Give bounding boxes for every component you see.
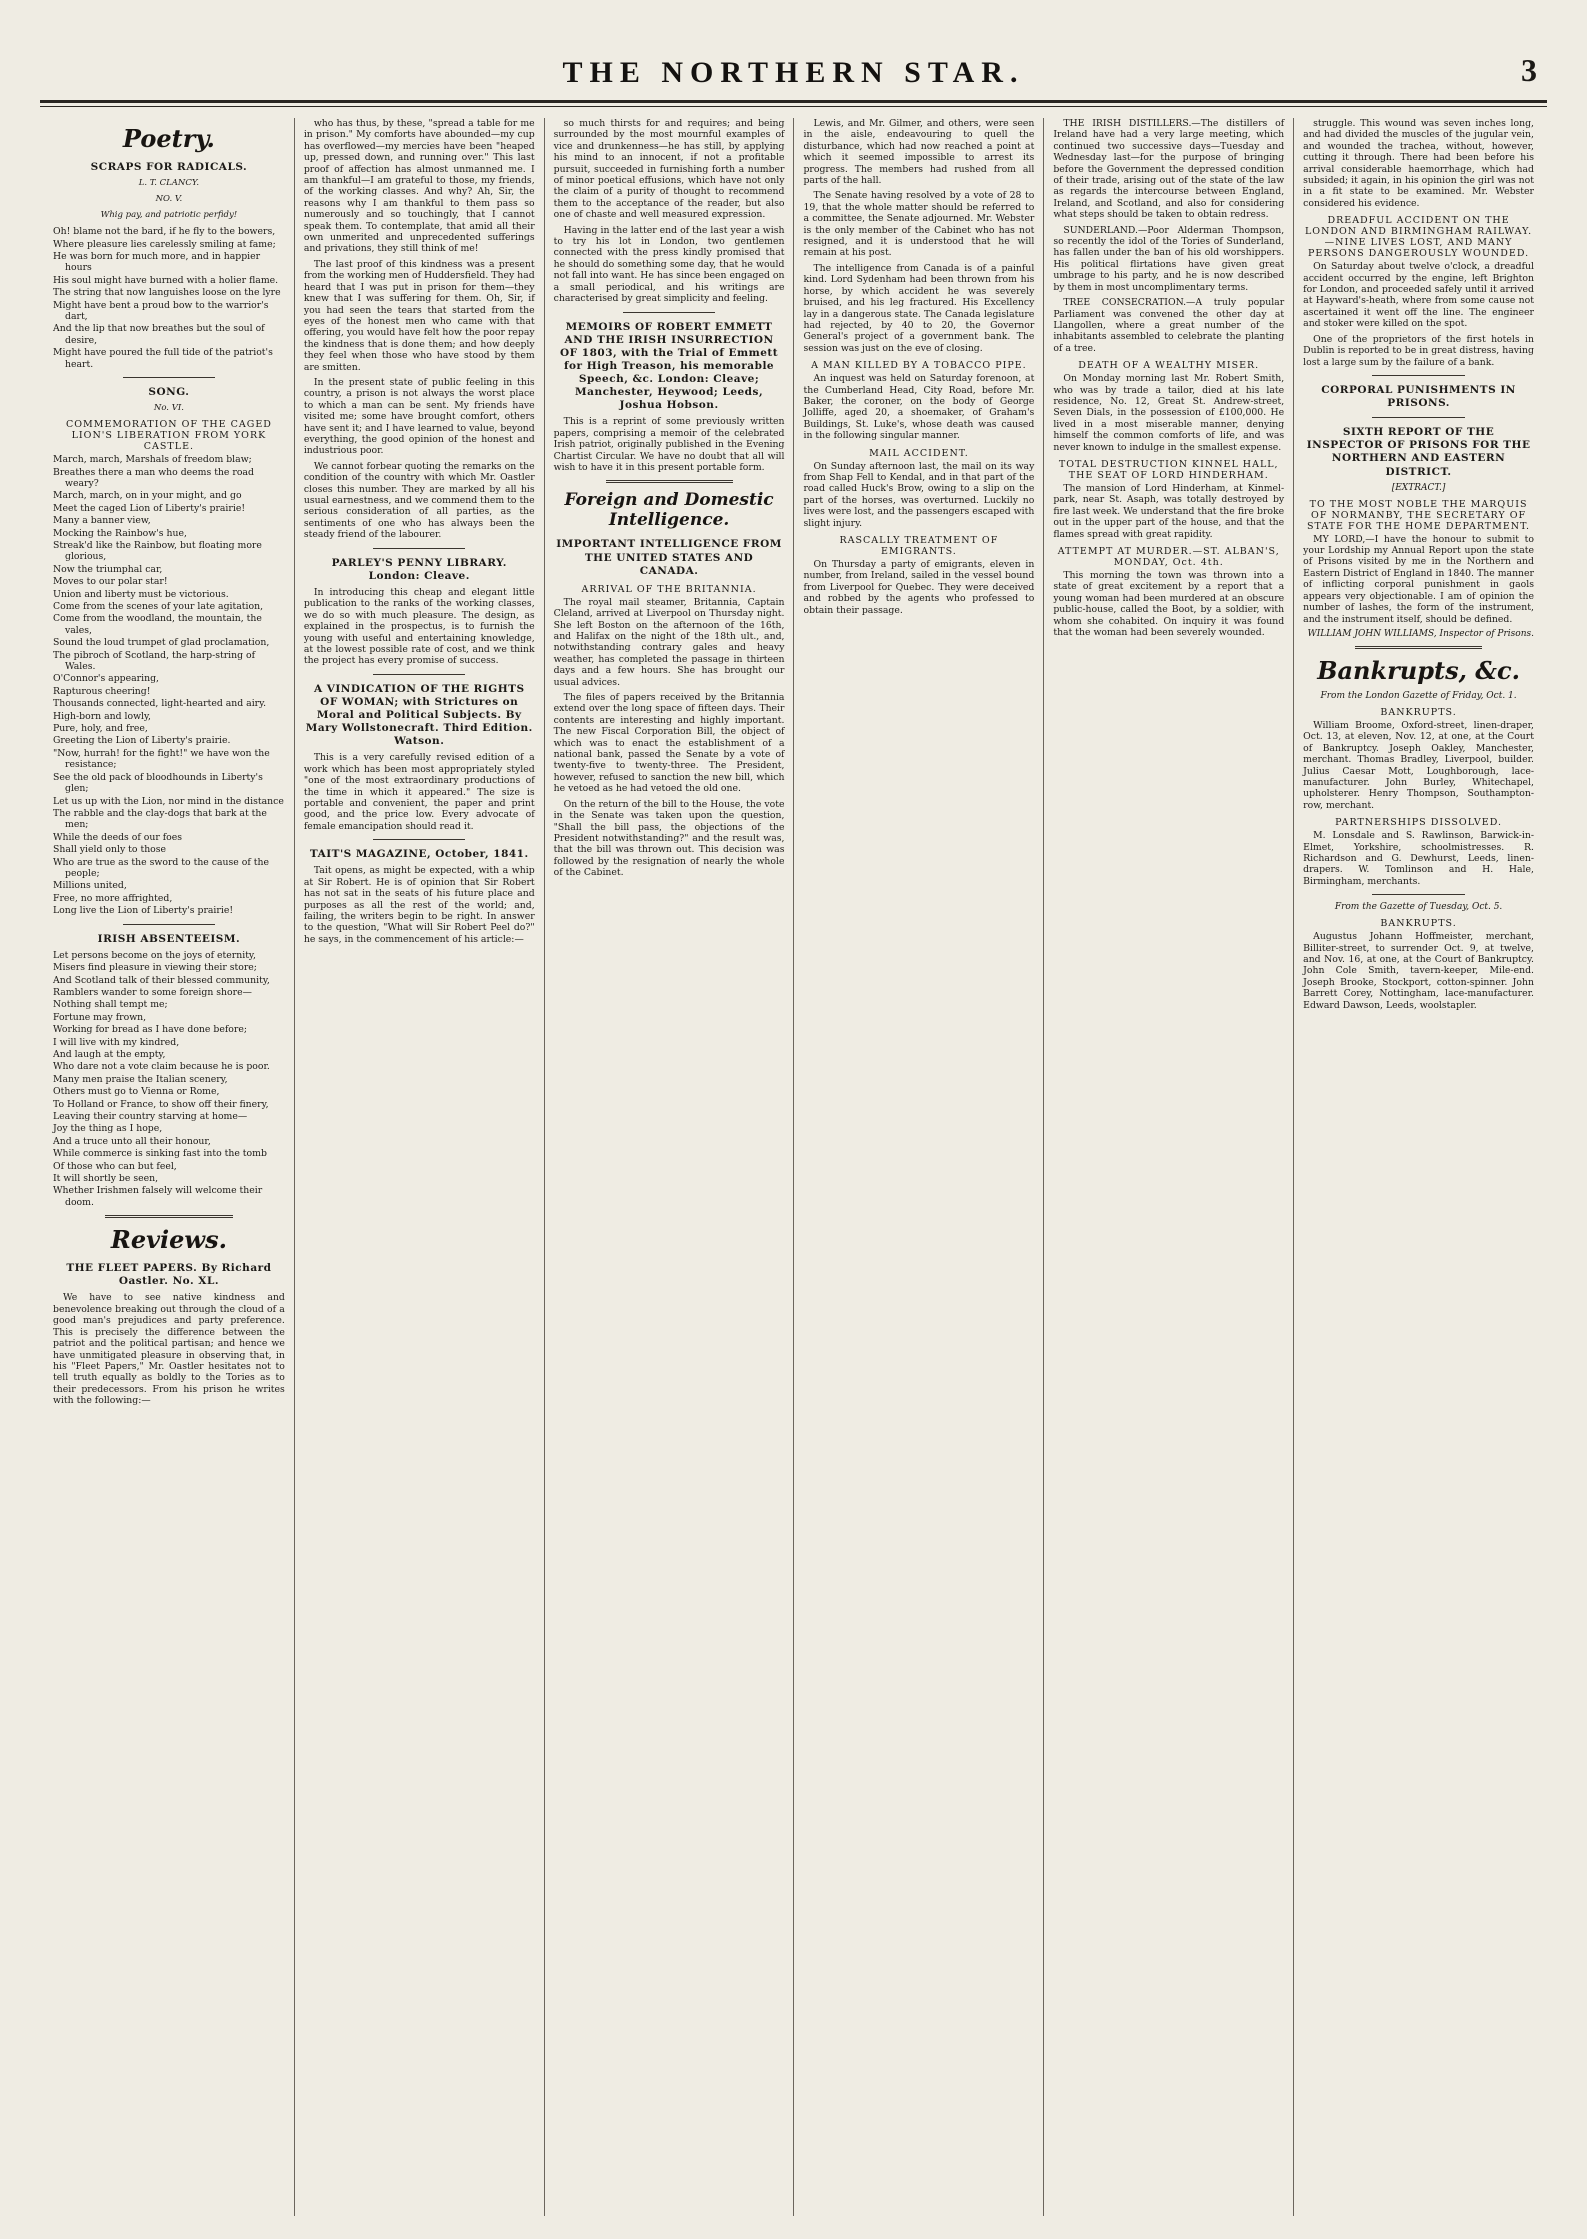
poem-line: Fortune may frown, bbox=[53, 1011, 147, 1023]
poem-line: Long live the Lion of Liberty's prairie! bbox=[53, 905, 234, 917]
poem-line: Might have bent a proud bow to the warrior's dart, bbox=[53, 299, 269, 322]
kinnel-hall-heading: TOTAL DESTRUCTION KINNEL HALL, THE SEAT OF LORD HINDERHAM. bbox=[1058, 458, 1279, 481]
irish-absenteeism-poem bbox=[53, 950, 285, 1209]
attempt-murder-heading: ATTEMPT AT MURDER.—ST. ALBAN'S, MONDAY, Oct. 4th. bbox=[1057, 546, 1280, 568]
poem-line: Where pleasure lies carelessly smiling at fame; bbox=[53, 238, 276, 250]
article-paragraph: We cannot forbear quoting the remarks on the condition of the country with which Mr. Oastler closes this number. They are marked by all his usual earnestness, and we commend them to the serious consideration of all parties, as the sentiments of one who has always been the steady friend of the labourer. bbox=[303, 460, 535, 541]
masthead bbox=[40, 52, 1547, 96]
corporal-punishment-heading: CORPORAL PUNISHMENTS IN PRISONS. bbox=[1321, 383, 1516, 410]
article-paragraph: THE IRISH DISTILLERS.—The distillers of Ireland have had a very large meeting, which continued two successive days—Tuesday and Wednesday last—for the purpose of bringing before the Government the depressed condition of their trade, arising out of the state of the law as regards the intercourse between England, Ireland, and Scotland, and also for considering what steps should be taken to obtain redress. bbox=[1053, 118, 1285, 221]
article-paragraph: Lewis, and Mr. Gilmer, and others, were seen in the aisle, endeavouring to quell the disturbance, which had now reached a point at which it seemed impossible to arrest its progress. The members had rushed from all parts of the hall. bbox=[803, 118, 1035, 187]
fleet-papers-heading: THE FLEET PAPERS. By Richard Oastler. No. XL. bbox=[66, 1262, 272, 1288]
poem-line: O'Connor's appearing, bbox=[53, 673, 159, 685]
article-paragraph: On the return of the bill to the House, the vote in the Senate was taken upon the question, "Shall the bill pass, the objections of the President notwithstanding?" and the result was, that the bill was thrown out. This decision was followed by the resignation of nearly the whole of the Cabinet. bbox=[553, 798, 785, 879]
extract-label: [EXTRACT.] bbox=[1391, 482, 1446, 493]
article-paragraph: In the present state of public feeling in this country, a prison is not always the worst place to which a man can be sent. My friends have visited me; some have brought comfort, others have sent it; and I have learned to value, beyond everything, the good opinion of the honest and industrious poor. bbox=[303, 376, 535, 457]
poem-line: "Now, hurrah! for the fight!" we have won the resistance; bbox=[53, 747, 270, 771]
scraps-poem bbox=[53, 226, 285, 370]
poem-line: Streak'd like the Rainbow, but floating more glorious, bbox=[53, 539, 262, 563]
emigrants-text: On Thursday a party of emigrants, eleven in number, from Ireland, sailed in the vessel bound from Liverpool for Quebec. They were deceived and robbed by the agents who professed to obtain their passage. bbox=[803, 559, 1035, 616]
poem-line: Now the triumphal car, bbox=[53, 563, 163, 575]
poem-line: Who dare not a vote claim because he is poor. bbox=[53, 1061, 270, 1073]
poem-line: And the lip that now breathes but the soul of desire, bbox=[53, 323, 265, 346]
article-paragraph: who has thus, by these, "spread a table for me in prison." My comforts have abounded—my cup has overflowed—my mercies have been "heaped up, pressed down, and running over." This last proof of affection has almost unmanned me. I am thankful—I am grateful to those, my friends, of the working classes. And why? Ah, Sir, the reasons why I am thankful to them pass so numerously and so touchingly, that I cannot speak them. To contemplate, that amid all their own unmerited and unprecedented sufferings and privations, they still think of me! bbox=[303, 118, 535, 255]
poem-line: Oh! blame not the bard, if he fly to the bowers, bbox=[53, 226, 276, 238]
poem-line: While commerce is sinking fast into the tomb bbox=[53, 1148, 267, 1160]
poem-line: Mocking the Rainbow's hue, bbox=[53, 527, 187, 539]
poem-line: March, march, on in your might, and go bbox=[53, 490, 242, 502]
column-5 bbox=[1043, 118, 1293, 2216]
poem-line: Meet the caged Lion of Liberty's prairie! bbox=[53, 502, 246, 514]
vindication-heading: A VINDICATION OF THE RIGHTS OF WOMAN; with Strictures on Moral and Political Subjects. By Mary Wollstonecraft. Third Edition. Watson. bbox=[305, 682, 533, 748]
poem-line: Breathes there a man who deems the road weary? bbox=[53, 466, 254, 489]
article-paragraph: The Senate having resolved by a vote of 28 to 19, that the whole matter should be referred to a committee, the Senate adjourned. Mr. Webster is the only member of the Cabinet who has not resigned, and it is understood that he will remain at his post. bbox=[803, 190, 1035, 259]
miser-death-text: On Monday morning last Mr. Robert Smith, who was by trade a tailor, died at his late residence, No. 12, Great St. Andrew-street, Seven Dials, in the possession of £100,000. He lived in a most miserable manner, denying himself the common comforts of life, and was never known to indulge in the smallest expense. bbox=[1053, 373, 1285, 453]
poem-line: And Scotland talk of their blessed community, bbox=[53, 974, 270, 986]
newspaper-title: THE NORTHERN STAR. bbox=[562, 56, 1025, 89]
poem-line: Sound the loud trumpet of glad proclamation, bbox=[53, 637, 270, 649]
poem-line: And laugh at the empty, bbox=[53, 1048, 166, 1060]
poem-line: It will shortly be seen, bbox=[53, 1173, 159, 1184]
poem-line: See the old pack of bloodhounds in Liberty's glen; bbox=[53, 771, 263, 795]
tait-heading: TAIT'S MAGAZINE, October, 1841. bbox=[309, 848, 529, 861]
prison-report-text: MY LORD,—I have the honour to submit to your Lordship my Annual Report upon the state of Prisons visited by me in the Northern and Eastern District of England in 1840. The manner of inflicting corporal punishment in gaols appears very objectionable. I am of opinion the number of lashes, the form of the instrument, and the instrument itself, should be defined. bbox=[1303, 533, 1534, 625]
poem-line: Come from the woodland, the mountain, the vales, bbox=[53, 613, 262, 636]
mail-accident-text: On Sunday afternoon last, the mail on its way from Shap Fell to Kendal, and in that part of the road called Huck's Brow, owing to a slip on the part of the horses, was overturned. Luckily no lives were lost, and the passengers escaped with slight injury. bbox=[803, 460, 1035, 529]
miser-death-heading: DEATH OF A WEALTHY MISER. bbox=[1078, 360, 1260, 372]
parley-heading: PARLEY'S PENNY LIBRARY. London: Cleave. bbox=[331, 556, 507, 582]
poem-line: Millions united, bbox=[53, 880, 127, 892]
poem-line: He was born for much more, and in happier hours bbox=[53, 250, 261, 274]
poem-line: Let persons become on the joys of eternity, bbox=[53, 949, 256, 961]
poem-line: Free, no more affrighted, bbox=[53, 892, 173, 904]
poem-line: The string that now languishes loose on the lyre bbox=[53, 287, 281, 299]
poem-line: And a truce unto all their honour, bbox=[53, 1135, 211, 1147]
poem-line: Ramblers wander to some foreign shore— bbox=[53, 986, 252, 998]
column-4 bbox=[793, 118, 1043, 2216]
bankrupts-subheading: BANKRUPTS. bbox=[1380, 918, 1457, 930]
emmet-text: This is a reprint of some previously written papers, comprising a memoir of the celebrated Irish patriot, originally published in the Evening Chartist Circular. We have no doubt that all will wish to have it in this present portable form. bbox=[553, 416, 785, 473]
poem-line: Working for bread as I have done before; bbox=[53, 1024, 247, 1036]
poem-line: Of those who can but feel, bbox=[53, 1160, 177, 1172]
article-columns bbox=[44, 118, 1543, 2216]
column-2 bbox=[294, 118, 544, 2216]
gazette-source: From the London Gazette of Friday, Oct. 1. bbox=[1320, 690, 1517, 701]
article-paragraph: The intelligence from Canada is of a painful kind. Lord Sydenham had been thrown from his horse, by which accident he was severely bruised, and his leg fractured. His Excellency lay in a dangerous state. The Canada legislature had rejected, by 40 to 20, the Governor General's project of a government bank. The session was just on the eve of closing. bbox=[803, 262, 1035, 354]
column-6 bbox=[1293, 118, 1543, 2216]
article-paragraph: SUNDERLAND.—Poor Alderman Thompson, so recently the idol of the Tories of Sunderland, has fallen under the ban of his old worshippers. His political flirtations have given great umbrage to his party, and he is now described by them in most uncomplimentary terms. bbox=[1053, 224, 1285, 293]
scraps-subtitle: Whig pay, and patriotic perfidy! bbox=[100, 210, 238, 221]
poem-line: Joy the thing as I hope, bbox=[53, 1123, 163, 1135]
poem-line: Shall yield only to those bbox=[53, 844, 167, 856]
poem-line: Rapturous cheering! bbox=[53, 685, 151, 697]
bankrupts-list: William Broome, Oxford-street, linen-draper, Oct. 13, at eleven, Nov. 12, at one, at the Court of Bankruptcy. Joseph Oakley, Manchester, merchant. Thomas Bradley, Liverpool, builder. Julius Caesar Mott, Loughborough, lace-manufacturer. John Burley, Whitechapel, upholsterer. Henry Thompson, Southampton-row, merchant. bbox=[1303, 719, 1534, 811]
masthead-rule-thin bbox=[40, 106, 1547, 107]
article-paragraph: so much thirsts for and requires; and being surrounded by the most mournful examples of vice and drunkenness—he has still, by applying his mind to an innocent, if not a profitable pursuit, succeeded in furnishing forth a number of minor poetical effusions, which have not only the claim of a purity of thought to recommend them to the acceptance of the reader, but also one of chaste and well measured expression. bbox=[553, 118, 785, 221]
poetry-section-title: Poetry. bbox=[122, 124, 215, 153]
song-number: No. VI. bbox=[153, 403, 184, 414]
poem-line: Let us up with the Lion, nor mind in the distance bbox=[53, 795, 284, 807]
divider bbox=[105, 1215, 233, 1218]
bankrupts-section-title: Bankrupts, &c. bbox=[1317, 655, 1520, 685]
partnerships-list: M. Lonsdale and S. Rawlinson, Barwick-in-Elmet, Yorkshire, schoolmistresses. R. Richardson and G. Dewhurst, Leeds, linen-drapers. W. Tomlinson and H. Hale, Birmingham, merchants. bbox=[1303, 830, 1534, 887]
attempt-murder-text: This morning the town was thrown into a state of great excitement by a report that a young woman had been murdered at an obscure public-house, called the Boot, by a soldier, with whom she cohabited. On inquiry it was found that the woman had been severely wounded. bbox=[1053, 570, 1285, 639]
divider bbox=[1355, 646, 1482, 649]
bankrupts-list: Augustus Johann Hoffmeister, merchant, Billiter-street, to surrender Oct. 9, at twelve, and Nov. 16, at one, at the Court of Bankruptcy. John Cole Smith, tavern-keeper, Mile-end. Joseph Brooke, Stockport, cotton-spinner. John Barrett Corey, Nottingham, lace-manufacturer. Edward Dawson, Leeds, woolstapler. bbox=[1303, 931, 1534, 1011]
kinnel-hall-text: The mansion of Lord Hinderham, at Kinmel-park, near St. Asaph, was totally destroyed by fire last week. We understand that the fire broke out in the upper part of the house, and that the flames spread with great rapidity. bbox=[1053, 482, 1285, 540]
poem-line: Whether Irishmen falsely will welcome their doom. bbox=[53, 1185, 263, 1208]
poem-line: Might have poured the full tide of the patriot's heart. bbox=[53, 347, 273, 370]
page-number: 3 bbox=[1521, 52, 1537, 88]
vindication-text: This is a very carefully revised edition of a work which has been most appropriately styled "one of the most extraordinary productions of the time in which it appeared." The size is portable and convenient, the paper and print good, and the price low. Every advocate of female emancipation should read it. bbox=[303, 752, 535, 832]
reviews-section-title: Reviews. bbox=[110, 1225, 227, 1255]
divider bbox=[623, 312, 715, 313]
article-paragraph: One of the proprietors of the first hotels in Dublin is reported to be in great distress, having lost a large sum by the failure of a bank. bbox=[1303, 333, 1534, 368]
poem-line: The pibroch of Scotland, the harp-string of Wales. bbox=[53, 649, 256, 673]
column-1 bbox=[44, 118, 294, 2216]
poem-line: To Holland or France, to show off their finery, bbox=[53, 1098, 269, 1110]
poem-line: Leaving their country starving at home— bbox=[53, 1110, 248, 1122]
poem-line: The rabble and the clay-dogs that bark at the men; bbox=[53, 807, 267, 831]
article-paragraph: TREE CONSECRATION.—A truly popular Parliament was convened the other day at Llangollen, where a great number of the inhabitants assembled to celebrate the planting of a tree. bbox=[1053, 297, 1285, 354]
poem-line: His soul might have burned with a holier flame. bbox=[53, 274, 279, 286]
divider bbox=[373, 839, 465, 840]
report-addressee: TO THE MOST NOBLE THE MARQUIS OF NORMANBY, THE SECRETARY OF STATE FOR THE HOME DEPARTMENT. bbox=[1307, 498, 1531, 532]
divider bbox=[123, 377, 216, 378]
poem-line: Union and liberty must be victorious. bbox=[53, 588, 229, 600]
poem-line: Nothing shall tempt me; bbox=[53, 999, 168, 1011]
fleet-papers-text: We have to see native kindness and benevolence breaking out through the cloud of a good man's prejudices and party preference. This is precisely the difference between the patriot and the political partisan; and hence we have unmitigated pleasure in observing that, in his "Fleet Papers," Mr. Oastler hesitates not to tell truth equally as boldly to the Tories as to their predecessors. From his prison he writes with the following:— bbox=[53, 1292, 285, 1407]
poem-line: I will live with my kindred, bbox=[53, 1036, 180, 1048]
article-paragraph: struggle. This wound was seven inches long, and had divided the muscles of the jugular vein, and wounded the trachea, without, however, cutting it through. There had been before his arrival considerable haemorrhage, which had subsided; it again, in his opinion the girl was not in a fit state to be examined. Mr. Webster considered his evidence. bbox=[1303, 118, 1534, 209]
partnerships-heading: PARTNERSHIPS DISSOLVED. bbox=[1335, 817, 1502, 829]
report-signature: WILLIAM JOHN WILLIAMS, Inspector of Prisons. bbox=[1307, 628, 1534, 639]
tobacco-pipe-heading: A MAN KILLED BY A TOBACCO PIPE. bbox=[811, 360, 1027, 372]
song-poem bbox=[53, 454, 285, 916]
scraps-number: NO. V. bbox=[155, 194, 183, 205]
poem-line: Greeting the Lion of Liberty's prairie. bbox=[53, 735, 231, 747]
column-3 bbox=[544, 118, 794, 2216]
poem-line: Pure, holy, and free, bbox=[53, 723, 148, 735]
emigrants-heading: RASCALLY TREATMENT OF EMIGRANTS. bbox=[839, 535, 999, 557]
mail-accident-heading: MAIL ACCIDENT. bbox=[869, 447, 969, 459]
prison-report-heading: SIXTH REPORT OF THE INSPECTOR OF PRISONS FOR THE NORTHERN AND EASTERN DISTRICT. bbox=[1306, 426, 1531, 478]
poem-line: Many a banner view, bbox=[53, 515, 151, 527]
article-paragraph: The royal mail steamer, Britannia, Captain Cleland, arrived at Liverpool on Thursday night. She left Boston on the afternoon of the 16th, and Halifax on the night of the 18th ult., and, notwithstanding contrary gales and heavy weather, has completed the passage in thirteen days and a few hours. She has brought our usual advices. bbox=[553, 596, 785, 688]
divider bbox=[606, 480, 733, 483]
arrival-heading: ARRIVAL OF THE BRITANNIA. bbox=[581, 583, 757, 595]
tobacco-pipe-text: An inquest was held on Saturday forenoon, at the Cumberland Head, City Road, before Mr. Baker, the coroner, on the body of George Jolliffe, aged 20, a shoemaker, of Graham's Buildings, St. Luke's, whose death was caused in the following singular manner. bbox=[803, 373, 1035, 442]
masthead-rule bbox=[40, 100, 1547, 103]
divider bbox=[1372, 894, 1464, 895]
railway-accident-text: On Saturday about twelve o'clock, a dreadful accident occurred by the engine, left Brighton for London, and proceeded safely until it arrived at Hayward's-heath, where from some cause not ascertained it went off the line. The engineer and stoker were killed on the spot. bbox=[1303, 261, 1534, 330]
poem-line: Come from the scenes of your late agitation, bbox=[53, 601, 264, 612]
bankrupts-subheading: BANKRUPTS. bbox=[1380, 706, 1457, 718]
divider bbox=[373, 548, 465, 549]
article-paragraph: The last proof of this kindness was a present from the working men of Huddersfield. They had heard that I was put in prison for them—they knew that I was suffering for them. Oh, Sir, if you had seen the tears that started from the eyes of the honest men who came with that offering, you would have felt how the poor repay the kindness that is done them; and how deeply they feel when those who have stood by them are smitten. bbox=[303, 258, 535, 373]
divider bbox=[123, 924, 216, 925]
tait-text: Tait opens, as might be expected, with a whip at Sir Robert. He is of opinion that Sir Robert has not sat in the seats of his future place and purposes as all the rest of the world; and, failing, the writers begin to be right. In answer to the question, "What will Sir Robert Peel do?" he says, in the commencement of his article:— bbox=[303, 865, 535, 945]
article-paragraph: The files of papers received by the Britannia extend over the long space of fifteen days. Their contents are interesting and highly important. The new Fiscal Corporation Bill, the object of which was to enact the establishment of a national bank, passed the Senate by a vote of twenty-five to twenty-three. The President, however, refused to sanction the new bill, which he vetoed as he had vetoed the old one. bbox=[553, 692, 785, 795]
divider bbox=[1372, 375, 1464, 376]
poem-line: Others must go to Vienna or Rome, bbox=[53, 1086, 220, 1098]
irish-absenteeism-heading: IRISH ABSENTEEISM. bbox=[97, 932, 241, 945]
article-paragraph: Having in the latter end of the last year a wish to try his lot in London, two gentlemen connected with the press kindly promised that he should do something some day, that he would not fall into want. He has since been engaged on a small periodical, and his writings are characterised by great simplicity and feeling. bbox=[553, 224, 785, 305]
gazette-source: From the Gazette of Tuesday, Oct. 5. bbox=[1334, 902, 1503, 913]
poem-line: Thousands connected, light-hearted and airy. bbox=[53, 698, 267, 710]
poem-line: While the deeds of our foes bbox=[53, 831, 183, 843]
poem-line: March, march, Marshals of freedom blaw; bbox=[53, 454, 252, 466]
parley-text: In introducing this cheap and elegant little publication to the ranks of the working classes, we do so with much pleasure. The design, as explained in the prospectus, is to furnish the young with useful and entertaining knowledge, at the lowest possible rate of cost, and we think the project has every promise of success. bbox=[303, 586, 535, 667]
poem-line: Who are true as the sword to the cause of the people; bbox=[53, 856, 269, 879]
important-intelligence-heading: IMPORTANT INTELLIGENCE FROM THE UNITED STATES AND CANADA. bbox=[556, 538, 782, 577]
scraps-heading: SCRAPS FOR RADICALS. bbox=[90, 161, 248, 173]
divider bbox=[1372, 417, 1464, 418]
poem-line: High-born and lowly, bbox=[53, 710, 152, 722]
song-title: COMMEMORATION OF THE CAGED LION'S LIBERATION FROM YORK CASTLE. bbox=[65, 419, 272, 453]
poem-line: Many men praise the Italian scenery, bbox=[53, 1073, 228, 1085]
divider bbox=[373, 674, 465, 675]
emmet-heading: MEMOIRS OF ROBERT EMMETT AND THE IRISH INSURRECTION OF 1803, with the Trial of Emmett for High Treason, his memorable Speech, &c. London: Cleave; Manchester, Heywood; Leeds, Joshua Hobson. bbox=[560, 320, 779, 412]
poem-line: Moves to our polar star! bbox=[53, 576, 168, 588]
song-heading: SONG. bbox=[148, 386, 190, 398]
poem-line: Misers find pleasure in viewing their store; bbox=[53, 962, 257, 974]
scraps-author: L. T. CLANCY. bbox=[138, 178, 200, 189]
foreign-intelligence-title: Foreign and Domestic Intelligence. bbox=[564, 490, 774, 531]
railway-accident-heading: DREADFUL ACCIDENT ON THE LONDON AND BIRMINGHAM RAILWAY.—NINE LIVES LOST, AND MANY PERSONS DANGEROUSLY WOUNDED. bbox=[1304, 215, 1533, 260]
